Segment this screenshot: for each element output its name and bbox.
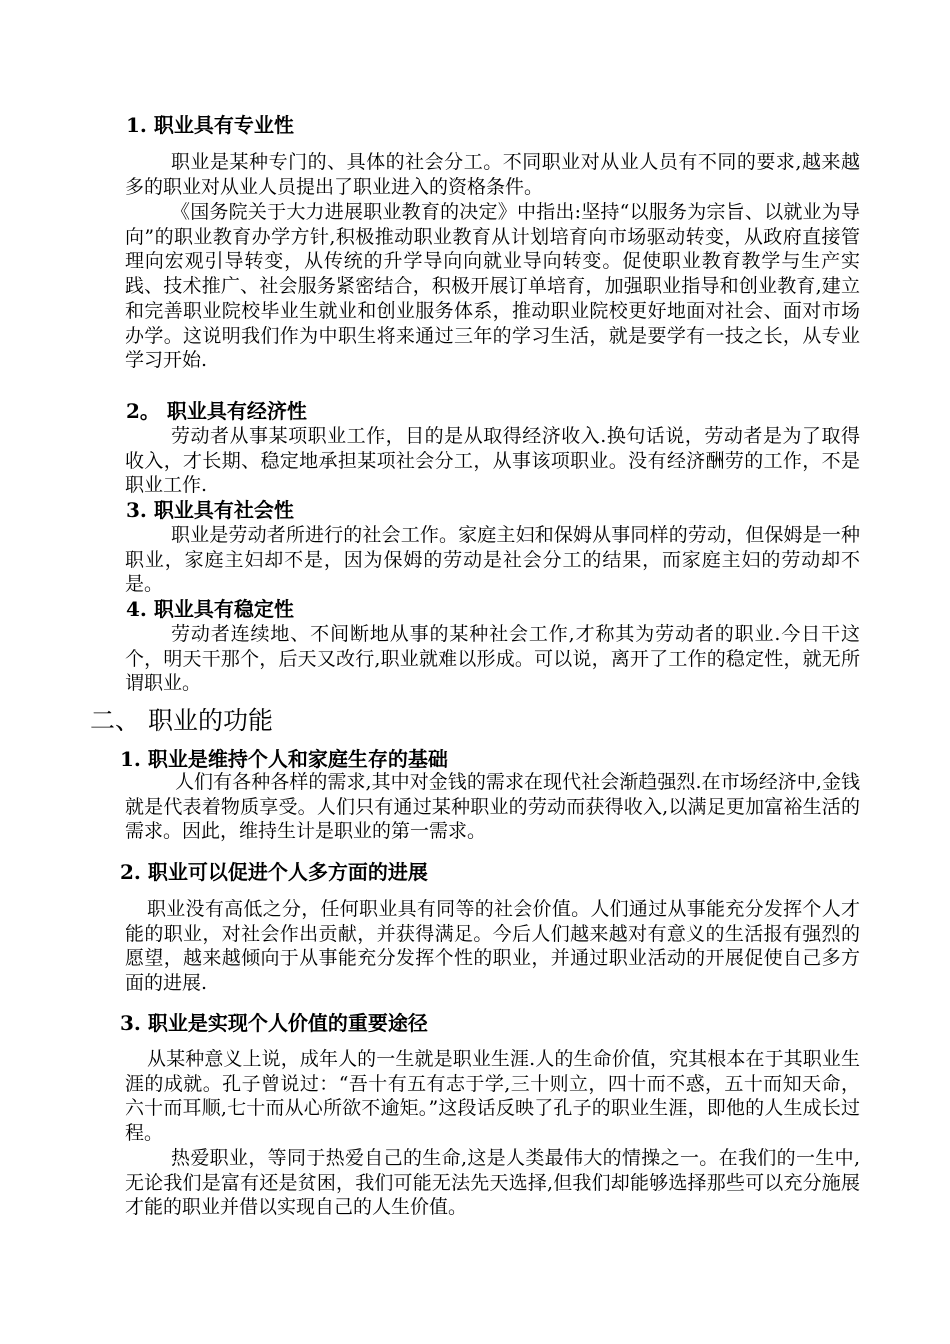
heading-development: 2. 职业可以促进个人多方面的进展 — [120, 860, 428, 884]
paragraph-professional-2: 《国务院关于大力进展职业教育的决定》中指出:坚持“以服务为宗旨、以就业为导向”的职业教育办学方针,积极推动职业教育从计划培育向市场驱动转变，从政府直接管理向宏观引导转变，从传统的升学导向向就业导向转变。促使职业教育教学与生产实践、技术推广、社会服务紧密结合，积极开展订单培育，加强职业指导和创业教育,建立和完善职业院校毕业生就业和创业服务体系，推动职业院校更好地面对社会、面对市场办学。这说明我们作为中职生将来通过三年的学习生活，就是要学有一技之长，从专业学习开始. — [125, 201, 860, 372]
heading-stable: 4. 职业具有稳定性 — [126, 597, 294, 621]
heading-professional: 1. 职业具有专业性 — [126, 113, 294, 137]
heading-economic: 2。 职业具有经济性 — [126, 399, 307, 423]
heading-value: 3. 职业是实现个人价值的重要途径 — [120, 1011, 428, 1035]
paragraph-development: 职业没有高低之分，任何职业具有同等的社会价值。人们通过从事能充分发挥个人才能的职业，对社会作出贡献，并获得满足。今后人们越来越对有意义的生活报有强烈的愿望，越来越倾向于从事能充分发挥个性的职业，并通过职业活动的开展促使自己多方面的进展. — [125, 898, 860, 995]
section-title-functions: 二、 职业的功能 — [90, 706, 273, 735]
heading-social: 3. 职业具有社会性 — [126, 498, 294, 522]
paragraph-stable: 劳动者连续地、不间断地从事的某种社会工作,才称其为劳动者的职业.今日干这个，明天干那个，后天又改行,职业就难以形成。可以说，离开了工作的稳定性，就无所谓职业。 — [125, 623, 860, 695]
paragraph-professional-1: 职业是某种专门的、具体的社会分工。不同职业对从业人员有不同的要求,越来越多的职业对从业人员提出了职业进入的资格条件。 — [125, 151, 860, 198]
paragraph-value-2: 热爱职业，等同于热爱自己的生命,这是人类最伟大的情操之一。在我们的一生中,无论我们是富有还是贫困，我们可能无法先天选择,但我们却能够选择那些可以充分施展才能的职业并借以实现自己的人生价值。 — [125, 1147, 860, 1219]
paragraph-livelihood: 人们有各种各样的需求,其中对金钱的需求在现代社会渐趋强烈.在市场经济中,金钱就是代表着物质享受。人们只有通过某种职业的劳动而获得收入,以满足更加富裕生活的需求。因此，维持生计是职业的第一需求。 — [125, 771, 860, 843]
paragraph-economic: 劳动者从事某项职业工作，目的是从取得经济收入.换句话说，劳动者是为了取得收入，才长期、稳定地承担某项社会分工，从事该项职业。没有经济酬劳的工作，不是职业工作. — [125, 425, 860, 497]
paragraph-value-1: 从某种意义上说，成年人的一生就是职业生涯.人的生命价值，究其根本在于其职业生涯的成就。孔子曾说过：“吾十有五有志于学,三十则立，四十而不惑，五十而知天命，六十而耳顺,七十而从心所欲不逾矩。”这段话反映了孔子的职业生涯，即他的人生成长过程。 — [125, 1048, 860, 1145]
paragraph-social: 职业是劳动者所进行的社会工作。家庭主妇和保姆从事同样的劳动，但保姆是一种职业，家庭主妇却不是，因为保姆的劳动是社会分工的结果，而家庭主妇的劳动却不是。 — [125, 524, 860, 596]
heading-livelihood: 1. 职业是维持个人和家庭生存的基础 — [120, 747, 448, 771]
